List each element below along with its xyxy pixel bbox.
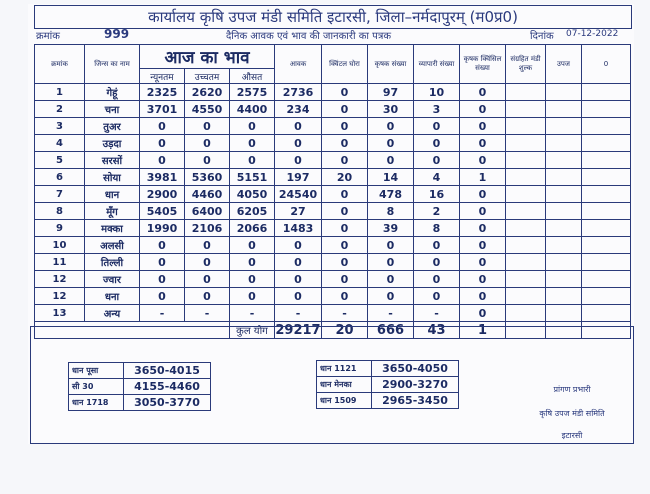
cell-avg: 0 (230, 288, 275, 305)
cell-max: 0 (185, 254, 230, 271)
cell-traders: 16 (414, 186, 460, 203)
variety-row (69, 395, 211, 411)
variety-row (317, 377, 459, 393)
cell-max: 6400 (185, 203, 230, 220)
table-row (35, 101, 631, 118)
cell-arrival: 1483 (275, 220, 322, 237)
cell-fq: 0 (460, 84, 506, 101)
variety-label: धान 1509 (317, 393, 372, 409)
cell-max: 4550 (185, 101, 230, 118)
cell-sn: 10 (35, 237, 85, 254)
cell-fq: 0 (460, 237, 506, 254)
total-farmer-quintal: 1 (460, 322, 506, 339)
cell-empty (546, 203, 582, 220)
cell-fq: 1 (460, 169, 506, 186)
cell-avg: 0 (230, 135, 275, 152)
cell-farmers: 478 (368, 186, 414, 203)
cell-sn: 11 (35, 254, 85, 271)
table-body (35, 84, 631, 322)
variety-table-right (316, 360, 459, 409)
cell-fq: 0 (460, 101, 506, 118)
cell-qg: - (322, 305, 368, 322)
cell-avg: 6205 (230, 203, 275, 220)
cell-max: 0 (185, 237, 230, 254)
cell-fq: 0 (460, 288, 506, 305)
cell-min: 0 (140, 271, 185, 288)
cell-empty (582, 254, 631, 271)
header-fee: संग्रहित मंडी शुल्क (506, 45, 546, 84)
cell-min: 2325 (140, 84, 185, 101)
price-table (34, 44, 631, 339)
cell-fq: 0 (460, 135, 506, 152)
table-row (35, 84, 631, 101)
cell-max: 0 (185, 288, 230, 305)
cell-empty (506, 271, 546, 288)
variety-label: धान 1718 (69, 395, 124, 411)
serial-label: क्रमांक (36, 31, 60, 42)
cell-qg: 0 (322, 84, 368, 101)
office-title: कार्यालय कृषि उपज मंडी समिति इटारसी, जिला–नर्मदापुरम् (म0प्र0) (34, 5, 632, 29)
cell-name: चना (85, 101, 140, 118)
cell-max: 0 (185, 152, 230, 169)
cell-empty (506, 135, 546, 152)
cell-max: 2106 (185, 220, 230, 237)
cell-arrival: 197 (275, 169, 322, 186)
cell-traders: 0 (414, 135, 460, 152)
cell-farmers: 0 (368, 254, 414, 271)
variety-price: 3650-4050 (372, 361, 459, 377)
cell-empty (582, 118, 631, 135)
cell-fq: 0 (460, 254, 506, 271)
cell-farmers: 0 (368, 152, 414, 169)
cell-empty (546, 84, 582, 101)
cell-qg: 0 (322, 118, 368, 135)
cell-avg: 0 (230, 271, 275, 288)
header-max: उच्चतम (185, 69, 230, 84)
cell-avg: - (230, 305, 275, 322)
cell-min: 0 (140, 152, 185, 169)
total-arrival: 29217 (275, 322, 321, 338)
cell-sn: 2 (35, 101, 85, 118)
signature-line1: प्रांगण प्रभारी (553, 385, 591, 394)
header-farmer-quintal: कृषक क्विंसिल संख्या (460, 45, 506, 84)
cell-traders: 0 (414, 152, 460, 169)
cell-name: अन्य (85, 305, 140, 322)
cell-farmers: - (368, 305, 414, 322)
cell-qg: 0 (322, 101, 368, 118)
cell-farmers: 39 (368, 220, 414, 237)
cell-fq: 0 (460, 220, 506, 237)
total-traders: 43 (414, 322, 460, 339)
cell-arrival: 234 (275, 101, 322, 118)
cell-fq: 0 (460, 271, 506, 288)
cell-traders: 0 (414, 271, 460, 288)
variety-price: 3650-4015 (124, 363, 211, 379)
cell-min: 1990 (140, 220, 185, 237)
signature-line3: इटारसी (561, 431, 583, 440)
cell-max: 2620 (185, 84, 230, 101)
cell-min: 0 (140, 254, 185, 271)
variety-label: धान 1121 (317, 361, 372, 377)
cell-arrival: 2736 (275, 84, 322, 101)
cell-max: 0 (185, 135, 230, 152)
cell-empty (582, 84, 631, 101)
total-quintal-ghora: 20 (322, 322, 368, 339)
cell-min: - (140, 305, 185, 322)
date-value: 07-12-2022 (566, 29, 619, 39)
header-upaj: उपज (546, 45, 582, 84)
cell-name: गेहूं (85, 84, 140, 101)
cell-avg: 0 (230, 152, 275, 169)
cell-farmers: 14 (368, 169, 414, 186)
cell-empty (546, 237, 582, 254)
variety-label: सी 30 (69, 379, 124, 395)
cell-fq: 0 (460, 305, 506, 322)
header-sn: क्रमांक (35, 45, 85, 84)
cell-fq: 0 (460, 118, 506, 135)
cell-empty (506, 118, 546, 135)
cell-qg: 20 (322, 169, 368, 186)
cell-name: मूँग (85, 203, 140, 220)
header-trader-count: व्यापारी संख्या (414, 45, 460, 84)
variety-row (317, 393, 459, 409)
cell-name: मक्का (85, 220, 140, 237)
variety-label: धान पूसा (69, 363, 124, 379)
table-row (35, 288, 631, 305)
cell-empty (582, 220, 631, 237)
cell-arrival: 0 (275, 288, 322, 305)
cell-empty (546, 288, 582, 305)
cell-sn: 13 (35, 305, 85, 322)
cell-avg: 0 (230, 118, 275, 135)
cell-traders: 0 (414, 237, 460, 254)
cell-farmers: 0 (368, 118, 414, 135)
cell-min: 0 (140, 118, 185, 135)
header-avg: औसत (230, 69, 275, 84)
cell-empty (546, 135, 582, 152)
cell-sn: 3 (35, 118, 85, 135)
cell-qg: 0 (322, 135, 368, 152)
cell-name: तिल्ली (85, 254, 140, 271)
signature-line2: कृषि उपज मंडी समिति (539, 409, 605, 418)
cell-empty (506, 169, 546, 186)
cell-empty (506, 84, 546, 101)
cell-name: ज्वार (85, 271, 140, 288)
cell-empty (582, 169, 631, 186)
cell-max: 4460 (185, 186, 230, 203)
cell-avg: 2575 (230, 84, 275, 101)
cell-sn: 1 (35, 84, 85, 101)
cell-farmers: 30 (368, 101, 414, 118)
cell-empty (546, 186, 582, 203)
cell-farmers: 8 (368, 203, 414, 220)
cell-avg: 0 (230, 237, 275, 254)
cell-arrival: - (275, 305, 322, 322)
cell-empty (546, 305, 582, 322)
cell-sn: 5 (35, 152, 85, 169)
cell-farmers: 97 (368, 84, 414, 101)
cell-traders: 2 (414, 203, 460, 220)
cell-arrival: 0 (275, 152, 322, 169)
cell-min: 0 (140, 288, 185, 305)
cell-empty (582, 203, 631, 220)
cell-empty (506, 101, 546, 118)
cell-qg: 0 (322, 288, 368, 305)
cell-empty (582, 305, 631, 322)
cell-empty (506, 254, 546, 271)
cell-sn: 12 (35, 288, 85, 305)
serial-value: 999 (104, 27, 130, 41)
header-min: न्यूनतम (140, 69, 185, 84)
cell-empty (506, 305, 546, 322)
cell-traders: 10 (414, 84, 460, 101)
cell-arrival: 0 (275, 271, 322, 288)
cell-farmers: 0 (368, 237, 414, 254)
table-row (35, 186, 631, 203)
cell-sn: 7 (35, 186, 85, 203)
cell-sn: 6 (35, 169, 85, 186)
report-subtitle: दैनिक आवक एवं भाव की जानकारी का पत्रक (226, 31, 392, 42)
cell-traders: 4 (414, 169, 460, 186)
variety-label: धान मेनका (317, 377, 372, 393)
cell-min: 0 (140, 237, 185, 254)
variety-row (69, 363, 211, 379)
table-row (35, 237, 631, 254)
cell-sn: 9 (35, 220, 85, 237)
cell-min: 0 (140, 135, 185, 152)
total-farmers: 666 (368, 322, 414, 339)
cell-farmers: 0 (368, 288, 414, 305)
table-row (35, 305, 631, 322)
variety-price: 3050-3770 (124, 395, 211, 411)
cell-sn: 8 (35, 203, 85, 220)
cell-min: 3981 (140, 169, 185, 186)
cell-traders: 3 (414, 101, 460, 118)
cell-arrival: 0 (275, 254, 322, 271)
variety-row (69, 379, 211, 395)
variety-price: 4155-4460 (124, 379, 211, 395)
variety-price: 2900-3270 (372, 377, 459, 393)
header-zero: 0 (582, 45, 631, 84)
date-label: दिनांक (530, 31, 554, 42)
cell-name: सोया (85, 169, 140, 186)
cell-name: अलसी (85, 237, 140, 254)
table-row (35, 203, 631, 220)
cell-min: 2900 (140, 186, 185, 203)
cell-avg: 0 (230, 254, 275, 271)
cell-arrival: 0 (275, 237, 322, 254)
table-row (35, 220, 631, 237)
cell-fq: 0 (460, 203, 506, 220)
cell-max: 0 (185, 271, 230, 288)
cell-empty (546, 101, 582, 118)
cell-arrival: 27 (275, 203, 322, 220)
cell-qg: 0 (322, 203, 368, 220)
variety-table-left (68, 362, 211, 411)
cell-empty (506, 288, 546, 305)
cell-empty (582, 135, 631, 152)
cell-traders: 0 (414, 288, 460, 305)
cell-empty (506, 220, 546, 237)
cell-name: धना (85, 288, 140, 305)
cell-empty (582, 237, 631, 254)
variety-price: 2965-3450 (372, 393, 459, 409)
cell-min: 5405 (140, 203, 185, 220)
cell-traders: 0 (414, 118, 460, 135)
cell-avg: 5151 (230, 169, 275, 186)
cell-max: 5360 (185, 169, 230, 186)
variety-row (317, 361, 459, 377)
header-commodity: जिन्स का नाम (85, 45, 140, 84)
total-label: कुल योग (230, 322, 275, 339)
cell-sn: 4 (35, 135, 85, 152)
header-price-title: आज का भाव (140, 45, 275, 69)
cell-arrival: 0 (275, 118, 322, 135)
cell-qg: 0 (322, 186, 368, 203)
cell-empty (506, 203, 546, 220)
cell-traders: 0 (414, 254, 460, 271)
cell-empty (506, 186, 546, 203)
header-farmer-count: कृषक संख्या (368, 45, 414, 84)
header-quintal-ghora: क्विंटल घोरा (322, 45, 368, 84)
cell-avg: 4050 (230, 186, 275, 203)
cell-name: उड़दा (85, 135, 140, 152)
cell-qg: 0 (322, 220, 368, 237)
table-row (35, 271, 631, 288)
cell-qg: 0 (322, 271, 368, 288)
table-row (35, 152, 631, 169)
cell-min: 3701 (140, 101, 185, 118)
cell-empty (582, 271, 631, 288)
cell-empty (546, 152, 582, 169)
cell-avg: 2066 (230, 220, 275, 237)
table-row (35, 118, 631, 135)
cell-max: 0 (185, 118, 230, 135)
cell-qg: 0 (322, 254, 368, 271)
cell-empty (546, 220, 582, 237)
cell-fq: 0 (460, 186, 506, 203)
cell-empty (546, 118, 582, 135)
cell-sn: 12 (35, 271, 85, 288)
cell-max: - (185, 305, 230, 322)
cell-empty (582, 186, 631, 203)
cell-name: तुअर (85, 118, 140, 135)
cell-empty (506, 237, 546, 254)
cell-fq: 0 (460, 152, 506, 169)
table-row (35, 254, 631, 271)
cell-empty (546, 271, 582, 288)
table-row (35, 135, 631, 152)
cell-traders: 8 (414, 220, 460, 237)
cell-name: धान (85, 186, 140, 203)
cell-empty (582, 101, 631, 118)
cell-qg: 0 (322, 152, 368, 169)
cell-empty (506, 152, 546, 169)
header-arrival: आवक (275, 45, 322, 84)
cell-name: सरसों (85, 152, 140, 169)
cell-farmers: 0 (368, 271, 414, 288)
cell-empty (582, 288, 631, 305)
cell-empty (582, 152, 631, 169)
table-row (35, 169, 631, 186)
cell-farmers: 0 (368, 135, 414, 152)
cell-traders: - (414, 305, 460, 322)
cell-avg: 4400 (230, 101, 275, 118)
cell-arrival: 24540 (275, 186, 322, 203)
cell-empty (546, 169, 582, 186)
cell-empty (546, 254, 582, 271)
cell-qg: 0 (322, 237, 368, 254)
cell-arrival: 0 (275, 135, 322, 152)
